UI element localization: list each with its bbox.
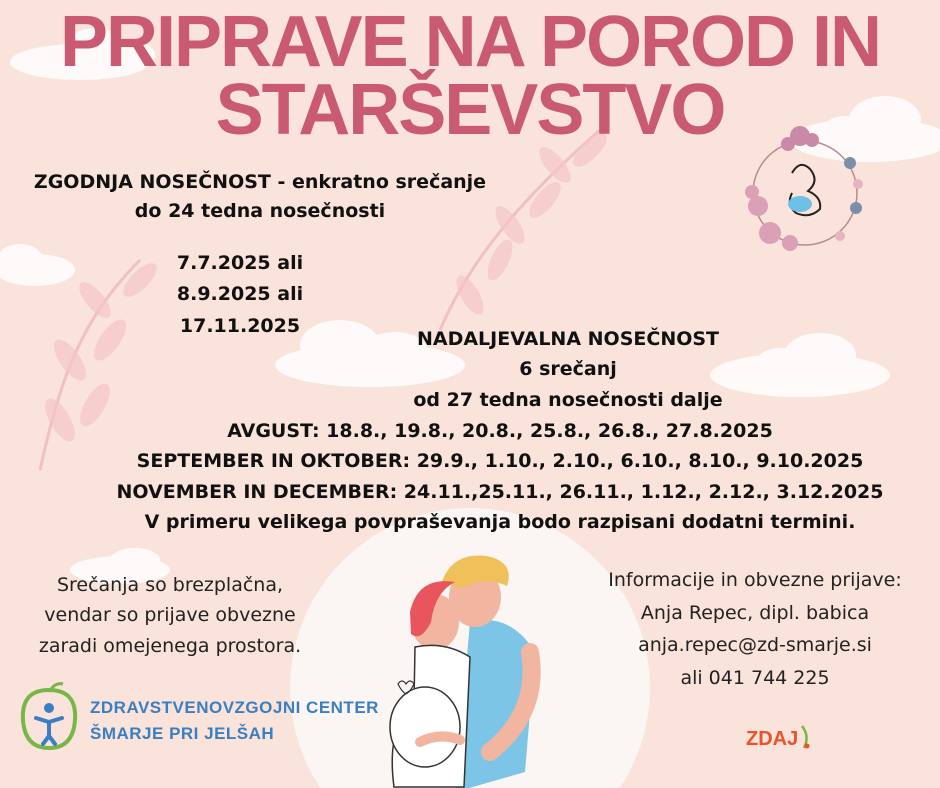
schedule-line: SEPTEMBER IN OKTOBER: 29.9., 1.10., 2.10., 6.10., 8.10., 9.10.2025 — [136, 450, 864, 473]
note-line: zaradi omejenega prostora. — [38, 634, 302, 657]
additional-dates-note: V primeru velikega povpraševanja bodo razpisani dodatni termini. — [144, 511, 856, 534]
early-heading: ZGODNJA NOSEČNOST - enkratno srečanje — [33, 171, 487, 193]
note-line: Srečanja so brezplačna, — [56, 574, 284, 596]
free-sessions-note — [0, 570, 340, 661]
early-subheading: do 24 tedna nosečnosti — [134, 199, 386, 222]
contact-phone[interactable]: ali 041 744 225 — [680, 667, 830, 690]
contact-email[interactable]: anja.repec@zd-smarje.si — [638, 634, 872, 657]
couple-illustration — [380, 552, 560, 788]
continued-subheading: od 27 tedna nosečnosti dalje — [413, 388, 723, 411]
title-line-1: PRIPRAVE NA POROD IN — [59, 2, 881, 82]
title-line-2: STARŠEVSTVO — [215, 70, 725, 150]
early-dates — [140, 248, 340, 342]
schedule-line: AVGUST: 18.8., 19.8., 20.8., 25.8., 26.8., 27.8.2025 — [227, 420, 773, 442]
note-line: vendar so prijave obvezne — [44, 604, 296, 627]
continued-heading: NADALJEVALNA NOSEČNOST — [416, 328, 720, 350]
date-item: 8.9.2025 ali — [176, 283, 304, 306]
zdaj-logo-mark-icon — [796, 724, 818, 752]
contact-heading: Informacije in obvezne prijave: — [608, 569, 902, 591]
continued-pregnancy-block — [368, 324, 768, 415]
flower-wreath-illustration — [730, 118, 880, 268]
schedule-line: NOVEMBER IN DECEMBER: 24.11.,25.11., 26.11., 1.12., 2.12., 3.12.2025 — [116, 480, 884, 503]
org-logo-icon — [18, 680, 80, 752]
date-item: 17.11.2025 — [179, 314, 301, 337]
zdaj-logo: ZDAJ — [746, 728, 799, 750]
contact-info — [570, 564, 940, 695]
date-item: 7.7.2025 ali — [176, 252, 304, 274]
org-name-line-2: ŠMARJE PRI JELŠAH — [90, 724, 275, 743]
early-pregnancy-block — [0, 168, 520, 225]
org-name-line-1: ZDRAVSTVENOVZGOJNI CENTER — [90, 698, 379, 717]
schedule-block — [60, 416, 940, 538]
continued-count: 6 srečanj — [519, 358, 617, 381]
contact-name: Anja Repec, dipl. babica — [640, 601, 870, 624]
